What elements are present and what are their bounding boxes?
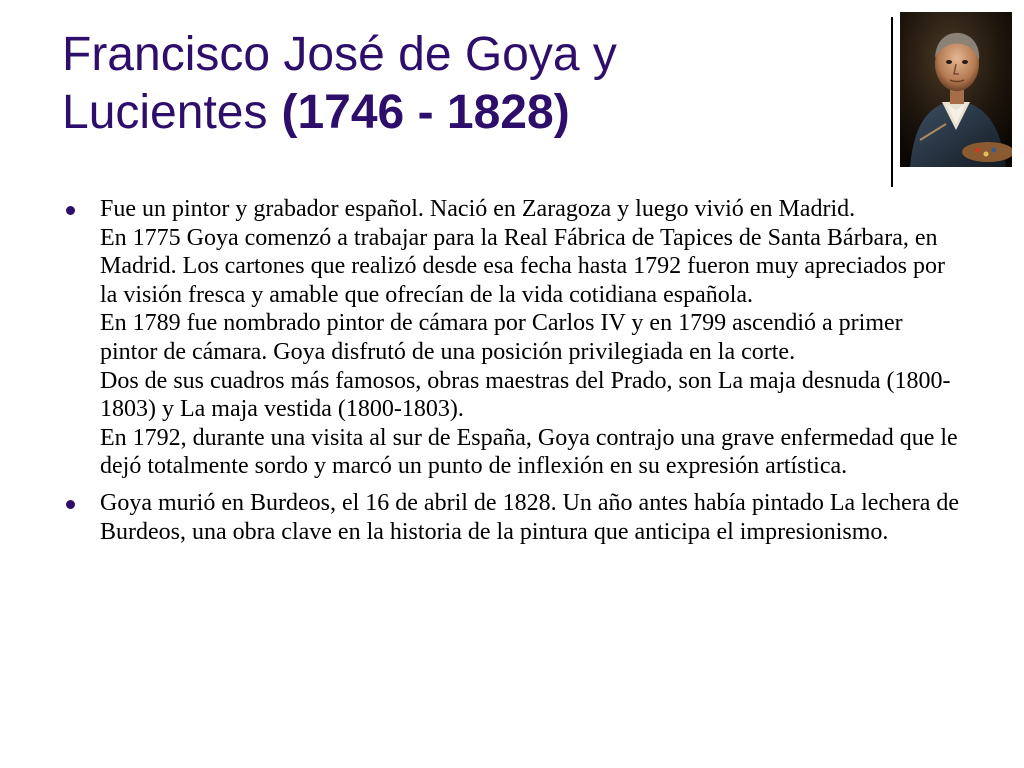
bullet-item — [62, 489, 962, 546]
bullet-paragraph: Goya murió en Burdeos, el 16 de abril de 1828. Un año antes había pintado La lechera de Burdeos, una obra clave en la historia de la pintura que anticipa el impresionismo. — [100, 489, 960, 545]
title-years: (1746 - 1828) — [281, 86, 570, 139]
bullet-paragraph: Fue un pintor y grabador español. Nació en Zaragoza y luego vivió en Madrid. — [100, 196, 856, 222]
title-name: Lucientes — [62, 86, 268, 139]
portrait-image — [900, 12, 1012, 167]
title-line-2 — [62, 84, 862, 142]
vertical-divider — [891, 17, 893, 187]
bullet-item — [62, 195, 962, 481]
bullet-paragraph: En 1789 fue nombrado pintor de cámara por Carlos IV y en 1799 ascendió a primer pintor de cámara. Goya disfrutó de una posición privilegiada en la corte. — [100, 310, 903, 365]
bullet-marker — [66, 500, 75, 509]
bullet-marker — [66, 206, 75, 215]
bullet-paragraph: En 1775 Goya comenzó a trabajar para la Real Fábrica de Tapices de Santa Bárbara, en Madrid. Los cartones que realizó desde esa fecha hasta 1792 fueron muy apreciados por la visión fresca y amable que ofrecían de la vida cotidiana española. — [100, 224, 946, 308]
bullet-list — [62, 195, 962, 554]
bullet-paragraph: Dos de sus cuadros más famosos, obras maestras del Prado, son La maja desnuda (1800-1803) y La maja vestida (1800-1803). — [100, 367, 951, 423]
slide-title — [62, 26, 862, 142]
bullet-paragraph: En 1792, durante una visita al sur de España, Goya contrajo una grave enfermedad que le dejó totalmente sordo y marcó un punto de inflexión en su expresión artística. — [100, 424, 958, 480]
title-line-1: Francisco José de Goya y — [62, 28, 617, 81]
